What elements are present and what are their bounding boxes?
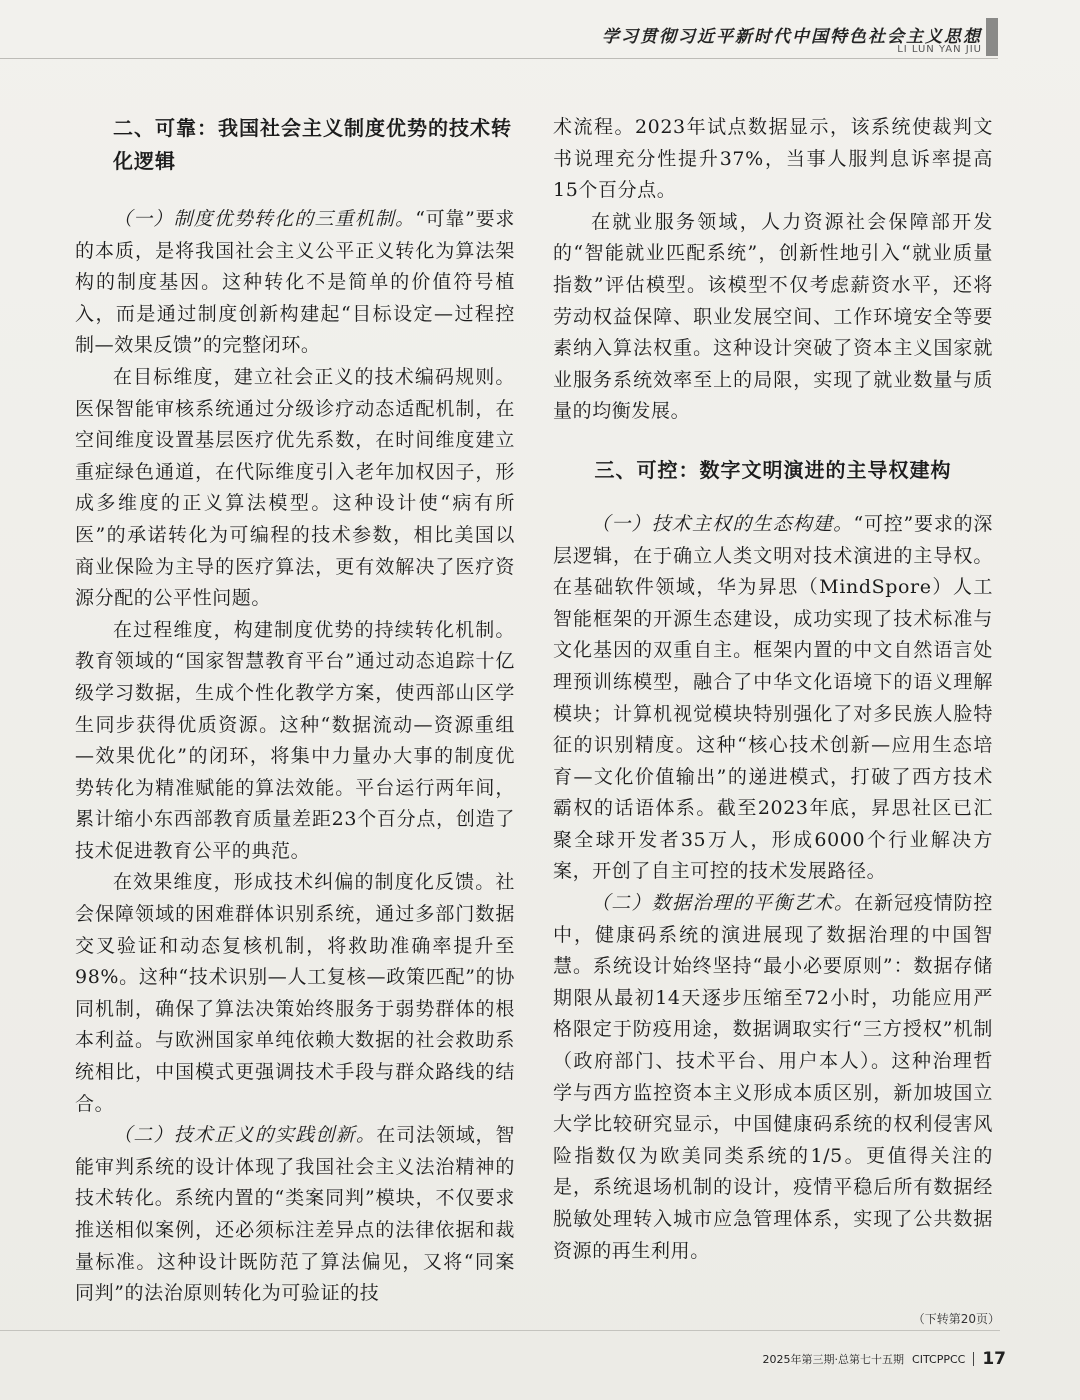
- continued-note: （下转第20页）: [912, 1312, 1000, 1326]
- paragraph: （一）制度优势转化的三重机制。“可靠”要求的本质，是将我国社会主义公平正义转化为算法架构的制度基因。这种转化不是简单的价值符号植入，而是通过制度创新构建起“目标设定—过程控制—效果反馈”的完整闭环。: [75, 208, 515, 357]
- left-column: [75, 112, 515, 1310]
- paragraph: 在就业服务领域，人力资源社会保障部开发的“智能就业匹配系统”，创新性地引入“就业质量指数”评估模型。该模型不仅考虑薪资水平，还将劳动权益保障、职业发展空间、工作环境安全等要素纳入算法权重。这种设计突破了资本主义国家就业服务系统效率至上的局限，实现了就业数量与质量的均衡发展。: [553, 210, 993, 423]
- paragraph-lead: （二）技术正义的实践创新。: [113, 1124, 377, 1147]
- header-accent-bar: [986, 18, 998, 56]
- paragraph: 在目标维度，建立社会正义的技术编码规则。医保智能审核系统通过分级诊疗动态适配机制，在空间维度设置基层医疗优先系数，在时间维度建立重症绿色通道，在代际维度引入老年加权因子，形成多维度的正义算法模型。这种设计使“病有所医”的承诺转化为可编程的技术参数，相比美国以商业保险为主导的医疗算法，更有效解决了医疗资源分配的公平性问题。: [75, 365, 515, 610]
- paragraph-lead: （二）数据治理的平衡艺术。: [591, 892, 855, 915]
- paragraph-lead: （一）技术主权的生态构建。: [591, 512, 854, 535]
- issue-info: 2025年第三期·总第七十五期: [762, 1353, 905, 1366]
- page-number: 17: [982, 1349, 1006, 1369]
- running-header-title: 学习贯彻习近平新时代中国特色社会主义思想: [602, 27, 982, 47]
- paragraph: 在过程维度，构建制度优势的持续转化机制。教育领域的“国家智慧教育平台”通过动态追踪十亿级学习数据，生成个性化教学方案，使西部山区学生同步获得优质资源。这种“数据流动—资源重组—效果优化”的闭环，将集中力量办大事的制度优势转化为精准赋能的算法效能。平台运行两年间，累计缩小东西部教育质量差距23个百分点，创造了技术促进教育公平的典范。: [75, 618, 515, 862]
- footer-divider: [0, 1330, 1000, 1331]
- paragraph: （二）技术正义的实践创新。在司法领域，智能审判系统的设计体现了我国社会主义法治精神的技术转化。系统内置的“类案同判”模块，不仅要求推送相似案例，还必须标注差异点的法律依据和裁量标准。这种设计既防范了算法偏见，又将“同案同判”的法治原则转化为可验证的技: [75, 1124, 515, 1305]
- header-divider: [0, 58, 998, 59]
- section-heading-3: 三、可控：数字文明演进的主导权建构: [594, 457, 952, 482]
- running-header-subtitle: LI LUN YAN JIU: [897, 44, 982, 55]
- section-heading-2: 二、可靠：我国社会主义制度优势的技术转化逻辑: [113, 116, 512, 173]
- paragraph: （一）技术主权的生态构建。“可控”要求的深层逻辑，在于确立人类文明对技术演进的主导权。在基础软件领域，华为昇思（MindSpore）人工智能框架的开源生态建设，成功实现了技术标准与文化基因的双重自主。框架内置的中文自然语言处理预训练模型，融合了中华文化语境下的语义理解模块；计算机视觉模块特别强化了对多民族人脸特征的识别精度。这种“核心技术创新—应用生态培育—文化价值输出”的递进模式，打破了西方技术霸权的话语体系。截至2023年底，昇思社区已汇聚全球开发者35万人，形成6000个行业解决方案，开创了自主可控的技术发展路径。: [553, 512, 993, 883]
- paragraph: （二）数据治理的平衡艺术。在新冠疫情防控中，健康码系统的演进展现了数据治理的中国智慧。系统设计始终坚持“最小必要原则”：数据存储期限从最初14天逐步压缩至72小时，功能应用严格限定于防疫用途，数据调取实行“三方授权”机制（政府部门、技术平台、用户本人）。这种治理哲学与西方监控资本主义形成本质区别，新加坡国立大学比较研究显示，中国健康码系统的权利侵害风险指数仅为欧美同类系统的1/5。更值得关注的是，系统退场机制的设计，疫情平稳后所有数据经脱敏处理转入城市应急管理体系，实现了公共数据资源的再生利用。: [553, 892, 993, 1262]
- paragraph-lead: （一）制度优势转化的三重机制。: [113, 208, 416, 230]
- paragraph-continued: 术流程。2023年试点数据显示，该系统使裁判文书说理充分性提升37%，当事人服判息诉率提高15个百分点。: [553, 116, 993, 202]
- right-column: [553, 112, 993, 1267]
- paragraph: 在效果维度，形成技术纠偏的制度化反馈。社会保障领域的困难群体识别系统，通过多部门数据交叉验证和动态复核机制，将救助准确率提升至98%。这种“技术识别—人工复核—政策匹配”的协同机制，确保了算法决策始终服务于弱势群体的根本利益。与欧洲国家单纯依赖大数据的社会救助系统相比，中国模式更强调技术手段与群众路线的结合。: [75, 871, 515, 1115]
- journal-name: CITCPPCC: [912, 1352, 966, 1366]
- page-footer: [763, 1349, 1006, 1369]
- footer-separator: [973, 1352, 974, 1366]
